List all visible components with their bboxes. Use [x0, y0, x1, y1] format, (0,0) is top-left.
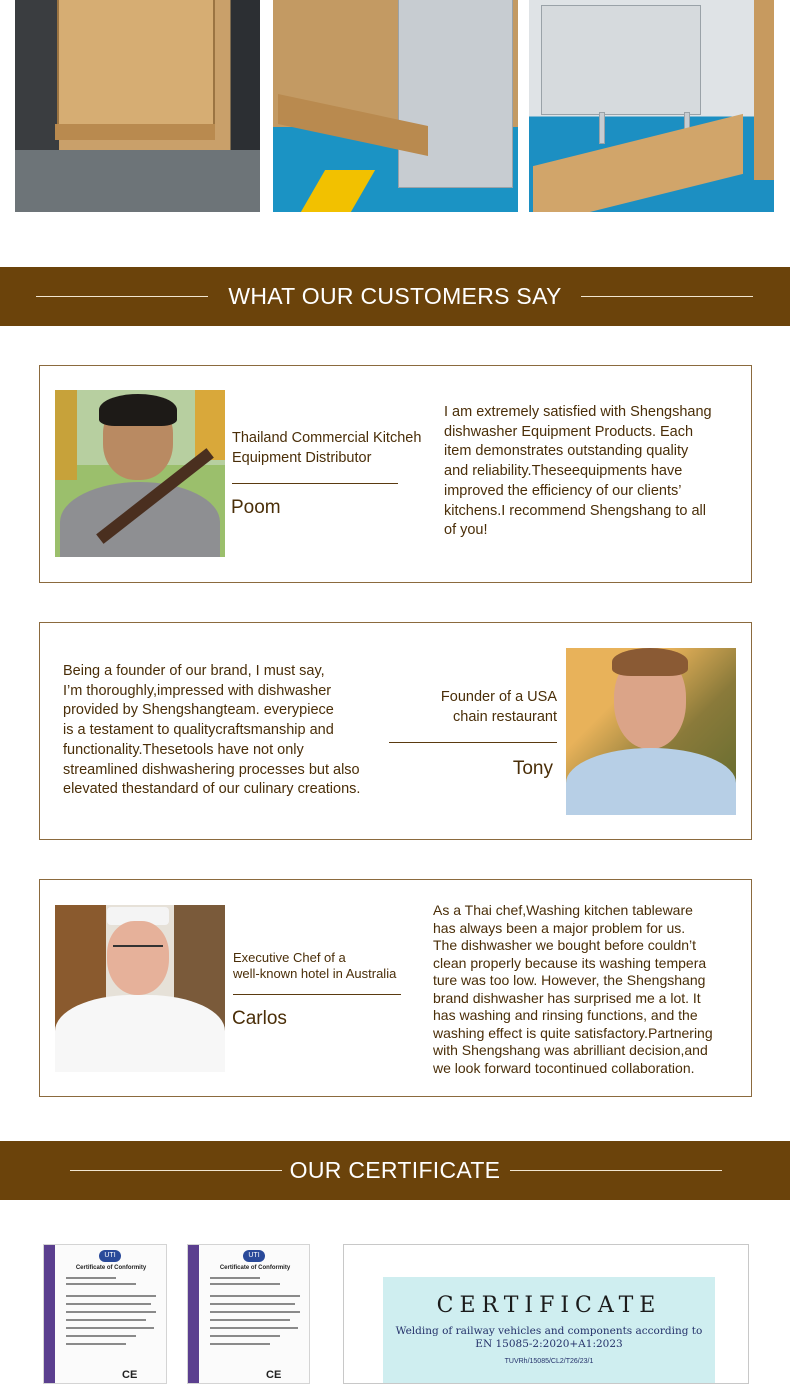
- role-carlos: [233, 950, 396, 982]
- certificate-title: Certificate of Conformity: [219, 1265, 291, 1271]
- quote-line: has always been a major problem for us.: [433, 919, 686, 936]
- quote-line: The dishwasher we bought before couldn’t: [433, 937, 697, 953]
- avatar-carlos: [55, 905, 225, 1072]
- quote-line: kitchens.I recommend Shengshang to all: [444, 502, 706, 519]
- open-crate-photo: [273, 0, 518, 212]
- role-line: well-known hotel in Australia: [233, 966, 397, 981]
- customer-name-carlos: Carlos: [232, 1008, 287, 1029]
- quote-line: elevated thestandard of our culinary creations.: [63, 781, 361, 798]
- quote-tony: [63, 662, 393, 800]
- testimonial-card-tony: [39, 622, 752, 840]
- role-line: Founder of a USA: [440, 689, 557, 705]
- certificate-scope: [383, 1325, 715, 1351]
- quote-line: Being a founder of our brand, I must say,: [63, 663, 325, 679]
- certificate-side-band: [188, 1245, 199, 1383]
- testimonial-card-carlos: [39, 879, 752, 1097]
- quote-line: dishwasher Equipment Products. Each: [444, 423, 694, 440]
- quote-line: has washing and rinsing functions, and the: [433, 1007, 698, 1023]
- quote-line: with Shengshang was abrilliant decision,and: [433, 1042, 708, 1058]
- certificate-side-band: [44, 1245, 55, 1383]
- quote-line: brand dishwasher has surprised me a lot. It: [433, 989, 701, 1006]
- role-line: Executive Chef of a: [233, 950, 346, 965]
- section-title-customers: WHAT OUR CUSTOMERS SAY: [228, 283, 562, 309]
- role-line: Equipment Distributor: [232, 450, 372, 466]
- wrapped-dishwasher-photo: [529, 0, 774, 212]
- name-divider: [389, 742, 557, 743]
- quote-line: clean properly because its washing tempera: [433, 954, 707, 971]
- customer-name-poom: Poom: [231, 497, 281, 518]
- quote-carlos: [433, 902, 749, 1077]
- ce-mark: CE: [122, 1369, 138, 1381]
- section-title-certificate: OUR CERTIFICATE: [289, 1157, 501, 1183]
- customers-section-banner: [0, 267, 790, 326]
- certificate-heading: CERTIFICATE: [436, 1293, 662, 1318]
- quote-line: ture was too low. However, the Shengshang: [433, 972, 706, 988]
- role-tony: [400, 687, 557, 727]
- uti-logo: UTI: [243, 1250, 265, 1262]
- certificate-section-banner: [0, 1141, 790, 1200]
- certificate-title: Certificate of Conformity: [75, 1265, 147, 1271]
- certificate-scope-line: EN 15085-2:2020+A1:2023: [475, 1338, 623, 1350]
- quote-line: of you!: [444, 522, 488, 539]
- testimonial-card-poom: [39, 365, 752, 583]
- quote-line: functionality.Thesetools have not only: [63, 741, 304, 758]
- role-line: Thailand Commercial Kitcheh: [232, 430, 422, 446]
- quote-line: streamlined dishwashering processes but also: [63, 761, 360, 778]
- quote-line: and reliability.Theseequipments have: [444, 463, 683, 480]
- certificate-reference: TUVRh/15085/CL2/T26/23/1: [504, 1358, 594, 1365]
- quote-line: provided by Shengshangteam. everypiece: [63, 702, 334, 719]
- customer-name-tony: Tony: [512, 758, 553, 779]
- name-divider: [232, 483, 398, 484]
- quote-line: item demonstrates outstanding quality: [444, 443, 689, 460]
- quote-line: I’m thoroughly,impressed with dishwasher: [63, 682, 332, 699]
- avatar-tony: [566, 648, 736, 815]
- ce-mark: CE: [266, 1369, 282, 1381]
- quote-line: is a testament to qualitycraftsmanship and: [63, 722, 334, 739]
- plywood-crate-photo: [15, 0, 260, 212]
- certificate-ce-2[interactable]: [187, 1244, 310, 1384]
- avatar-poom: [55, 390, 225, 557]
- quote-poom: [444, 403, 744, 541]
- certificate-ce-1[interactable]: [43, 1244, 167, 1384]
- quote-line: washing effect is quite satisfactory.Partnering: [433, 1024, 713, 1041]
- quote-line: improved the efficiency of our clients’: [444, 482, 682, 499]
- name-divider: [233, 994, 401, 995]
- uti-logo: UTI: [99, 1250, 121, 1262]
- certificate-scope-line: Welding of railway vehicles and components according to: [395, 1325, 703, 1337]
- role-line: chain restaurant: [453, 709, 557, 725]
- certificate-en15085[interactable]: [343, 1244, 749, 1384]
- quote-line: I am extremely satisfied with Shengshang: [444, 404, 712, 420]
- role-poom: [232, 428, 421, 468]
- quote-line: As a Thai chef,Washing kitchen tableware: [433, 902, 693, 918]
- quote-line: we look forward tocontinued collaboration.: [433, 1059, 695, 1076]
